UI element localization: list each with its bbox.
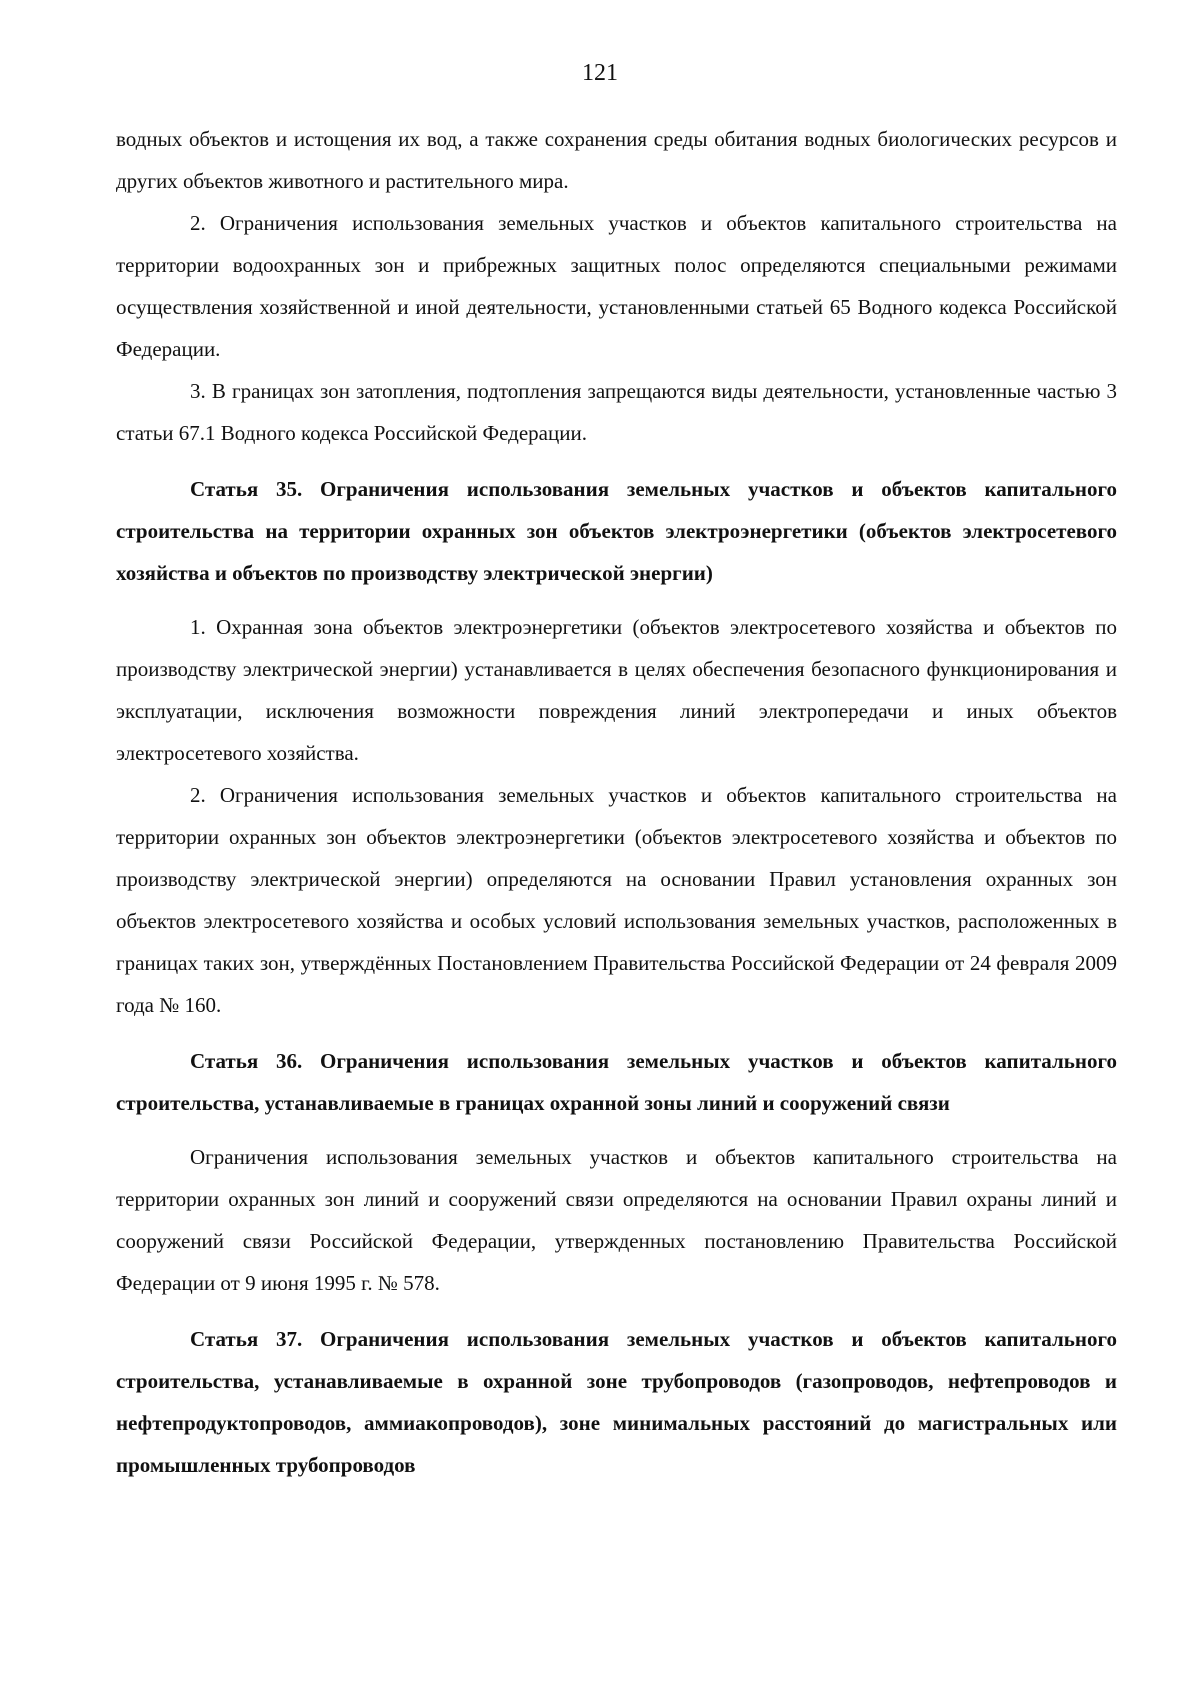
article-35-heading: Статья 35. Ограничения использования земельных участков и объектов капитального строительства на территории охранных зон объектов электроэнергетики (объектов электросетевого хозяйства и объектов по производству электрической энергии) xyxy=(116,477,1117,585)
paragraph-item-3: 3. В границах зон затопления, подтопления запрещаются виды деятельности, установленные частью 3 статьи 67.1 Водного кодекса Российской Федерации. xyxy=(116,379,1117,445)
page-number: 121 xyxy=(582,60,618,86)
article-36-heading: Статья 36. Ограничения использования земельных участков и объектов капитального строительства, устанавливаемые в границах охранной зоны линий и сооружений связи xyxy=(116,1049,1117,1115)
paragraph-item-2: 2. Ограничения использования земельных участков и объектов капитального строительства на территории водоохранных зон и прибрежных защитных полос определяются специальными режимами осуществления хозяйственной и иной деятельности, установленными статьей 65 Водного кодекса Российской Федерации. xyxy=(116,211,1117,361)
paragraph-continuation: водных объектов и истощения их вод, а также сохранения среды обитания водных биологических ресурсов и других объектов животного и растительного мира. xyxy=(116,127,1117,193)
document-body xyxy=(116,118,1117,1486)
article-36-paragraph-1: Ограничения использования земельных участков и объектов капитального строительства на территории охранных зон линий и сооружений связи определяются на основании Правил охраны линий и сооружений связи Российской Федерации, утвержденных постановлению Правительства Российской Федерации от 9 июня 1995 г. № 578. xyxy=(116,1145,1117,1295)
article-35-paragraph-1: 1. Охранная зона объектов электроэнергетики (объектов электросетевого хозяйства и объектов по производству электрической энергии) устанавливается в целях обеспечения безопасного функционирования и эксплуатации, исключения возможности повреждения линий электропередачи и иных объектов электросетевого хозяйства. xyxy=(116,615,1117,765)
article-35-paragraph-2: 2. Ограничения использования земельных участков и объектов капитального строительства на территории охранных зон объектов электроэнергетики (объектов электросетевого хозяйства и объектов по производству электрической энергии) определяются на основании Правил установления охранных зон объектов электросетевого хозяйства и особых условий использования земельных участков, расположенных в границах таких зон, утверждённых Постановлением Правительства Российской Федерации от 24 февраля 2009 года № 160. xyxy=(116,783,1117,1017)
article-37-heading: Статья 37. Ограничения использования земельных участков и объектов капитального строительства, устанавливаемые в охранной зоне трубопроводов (газопроводов, нефтепроводов и нефтепродуктопроводов, аммиакопроводов), зоне минимальных расстояний до магистральных или промышленных трубопроводов xyxy=(116,1327,1117,1477)
